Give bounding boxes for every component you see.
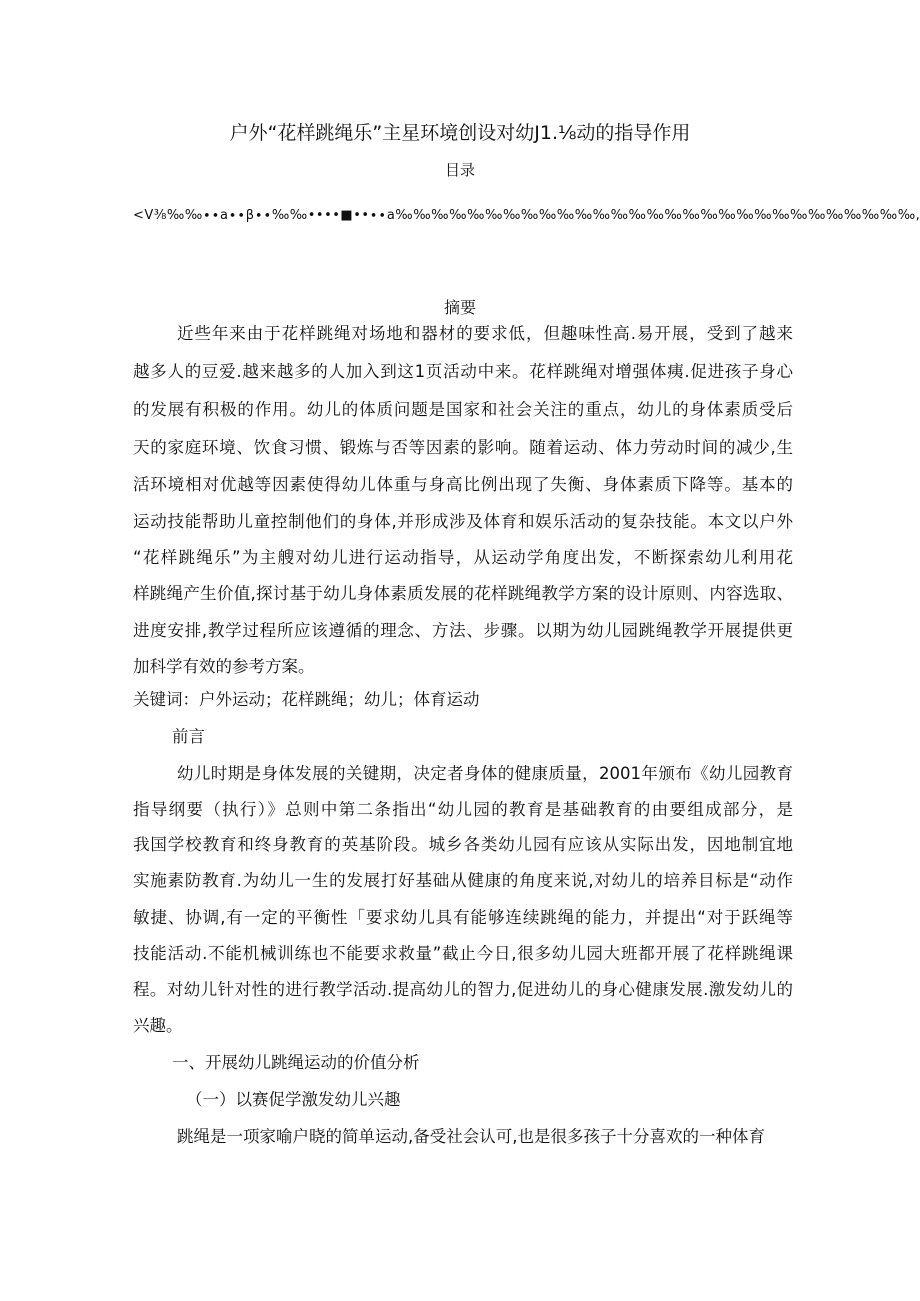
preface-line: 敏捷、协调,有一定的平衡性「要求幼儿具有能够连续跳绳的能力，并提出“对于跃绳等 (133, 908, 793, 927)
preface-line: 技能活动.不能机械训练也不能要求救量”截止今日,很多幼儿园大班都开展了花样跳绳课 (133, 944, 793, 963)
toc-label: 目录 (444, 161, 475, 179)
abstract-line: 加科学有效的参考方案。 (133, 657, 315, 676)
preface-heading: 前言 (172, 727, 205, 746)
preface-line: 幼儿时期是身体发展的关键期，决定者身体的健康质量，2001年颁布《幼儿园教育 (177, 764, 793, 783)
preface-line: 兴趣。 (133, 1016, 183, 1035)
abstract-heading: 摘要 (443, 298, 476, 317)
toc-entry[interactable]: <V⅜‰‰∙∙a∙∙β∙∙‰‰••••■••∙∙a‰‰‰‰‰‰‰‰‰‰‰‰‰‰‰‰‰‰‰‰‰‰‰‰‰‰‰‰‰, (133, 208, 920, 223)
preface-line: 实施素防教育.为幼儿一生的发展打好基础从健康的角度来说,对幼儿的培养目标是“动作 (133, 871, 793, 890)
abstract-line: 越多人的豆爱.越来越多的人加入到这1页活动中来。花样跳绳对增强体痍.促进孩子身心 (133, 362, 793, 381)
abstract-line: 天的家庭环境、饮食习惯、锻炼与否等因素的影响。随着运动、体力劳动时间的减少,生 (133, 438, 793, 457)
subsection-heading: （一）以赛促学激发幼儿兴趣 (186, 1090, 401, 1109)
abstract-line: 样跳绳产生价值,探讨基于幼儿身体素质发展的花样跳绳教学方案的设计原则、内容选取、 (133, 584, 793, 603)
preface-line: 程。对幼儿针对性的进行教学活动.提高幼儿的智力,促进幼儿的身心健康发展.激发幼儿的 (133, 980, 793, 999)
section-heading: 一、开展幼儿跳绳运动的价值分析 (172, 1053, 420, 1072)
abstract-line: 进度安排,教学过程所应该遵循的理念、方法、步骤。以期为幼儿园跳绳教学开展提供更 (133, 621, 793, 640)
abstract-line: 活环境相对优越等因素使得幼儿体重与身高比例出现了失衡、身体素质下降等。基本的 (133, 475, 793, 494)
preface-line: 我国学校教育和终身教育的英基阶段。城乡各类幼儿园有应该从实际出发，因地制宜地 (133, 835, 793, 854)
abstract-line: “花样跳绳乐”为主艘对幼儿进行运动指导，从运动学角度出发，不断探索幼儿利用花 (133, 548, 793, 567)
abstract-line: 运动技能帮助儿童控制他们的身体,并形成涉及体育和娱乐活动的复杂技能。本文以户外 (133, 512, 793, 531)
preface-line: 指导纲要（执行）》总则中第二条指出“幼儿园的教育是基础教育的由要组成部分，是 (133, 800, 793, 819)
keywords: 关键词：户外运动；花样跳绳；幼儿；体育运动 (133, 690, 480, 709)
body-text-line: 跳绳是一项家喻户晓的简单运动,备受社会认可,也是很多孩子十分喜欢的一种体育 (177, 1127, 765, 1146)
document-title: 户外“花样跳绳乐”主星环境创设对幼J1.⅛动的指导作用 (229, 122, 691, 144)
abstract-line: 近些年来由于花样跳绳对场地和器材的要求低，但趣味性高.易开展，受到了越来 (177, 324, 793, 343)
abstract-line: 的发展有积极的作用。幼儿的体质问题是国家和社会关注的重点，幼儿的身体素质受后 (133, 400, 793, 419)
